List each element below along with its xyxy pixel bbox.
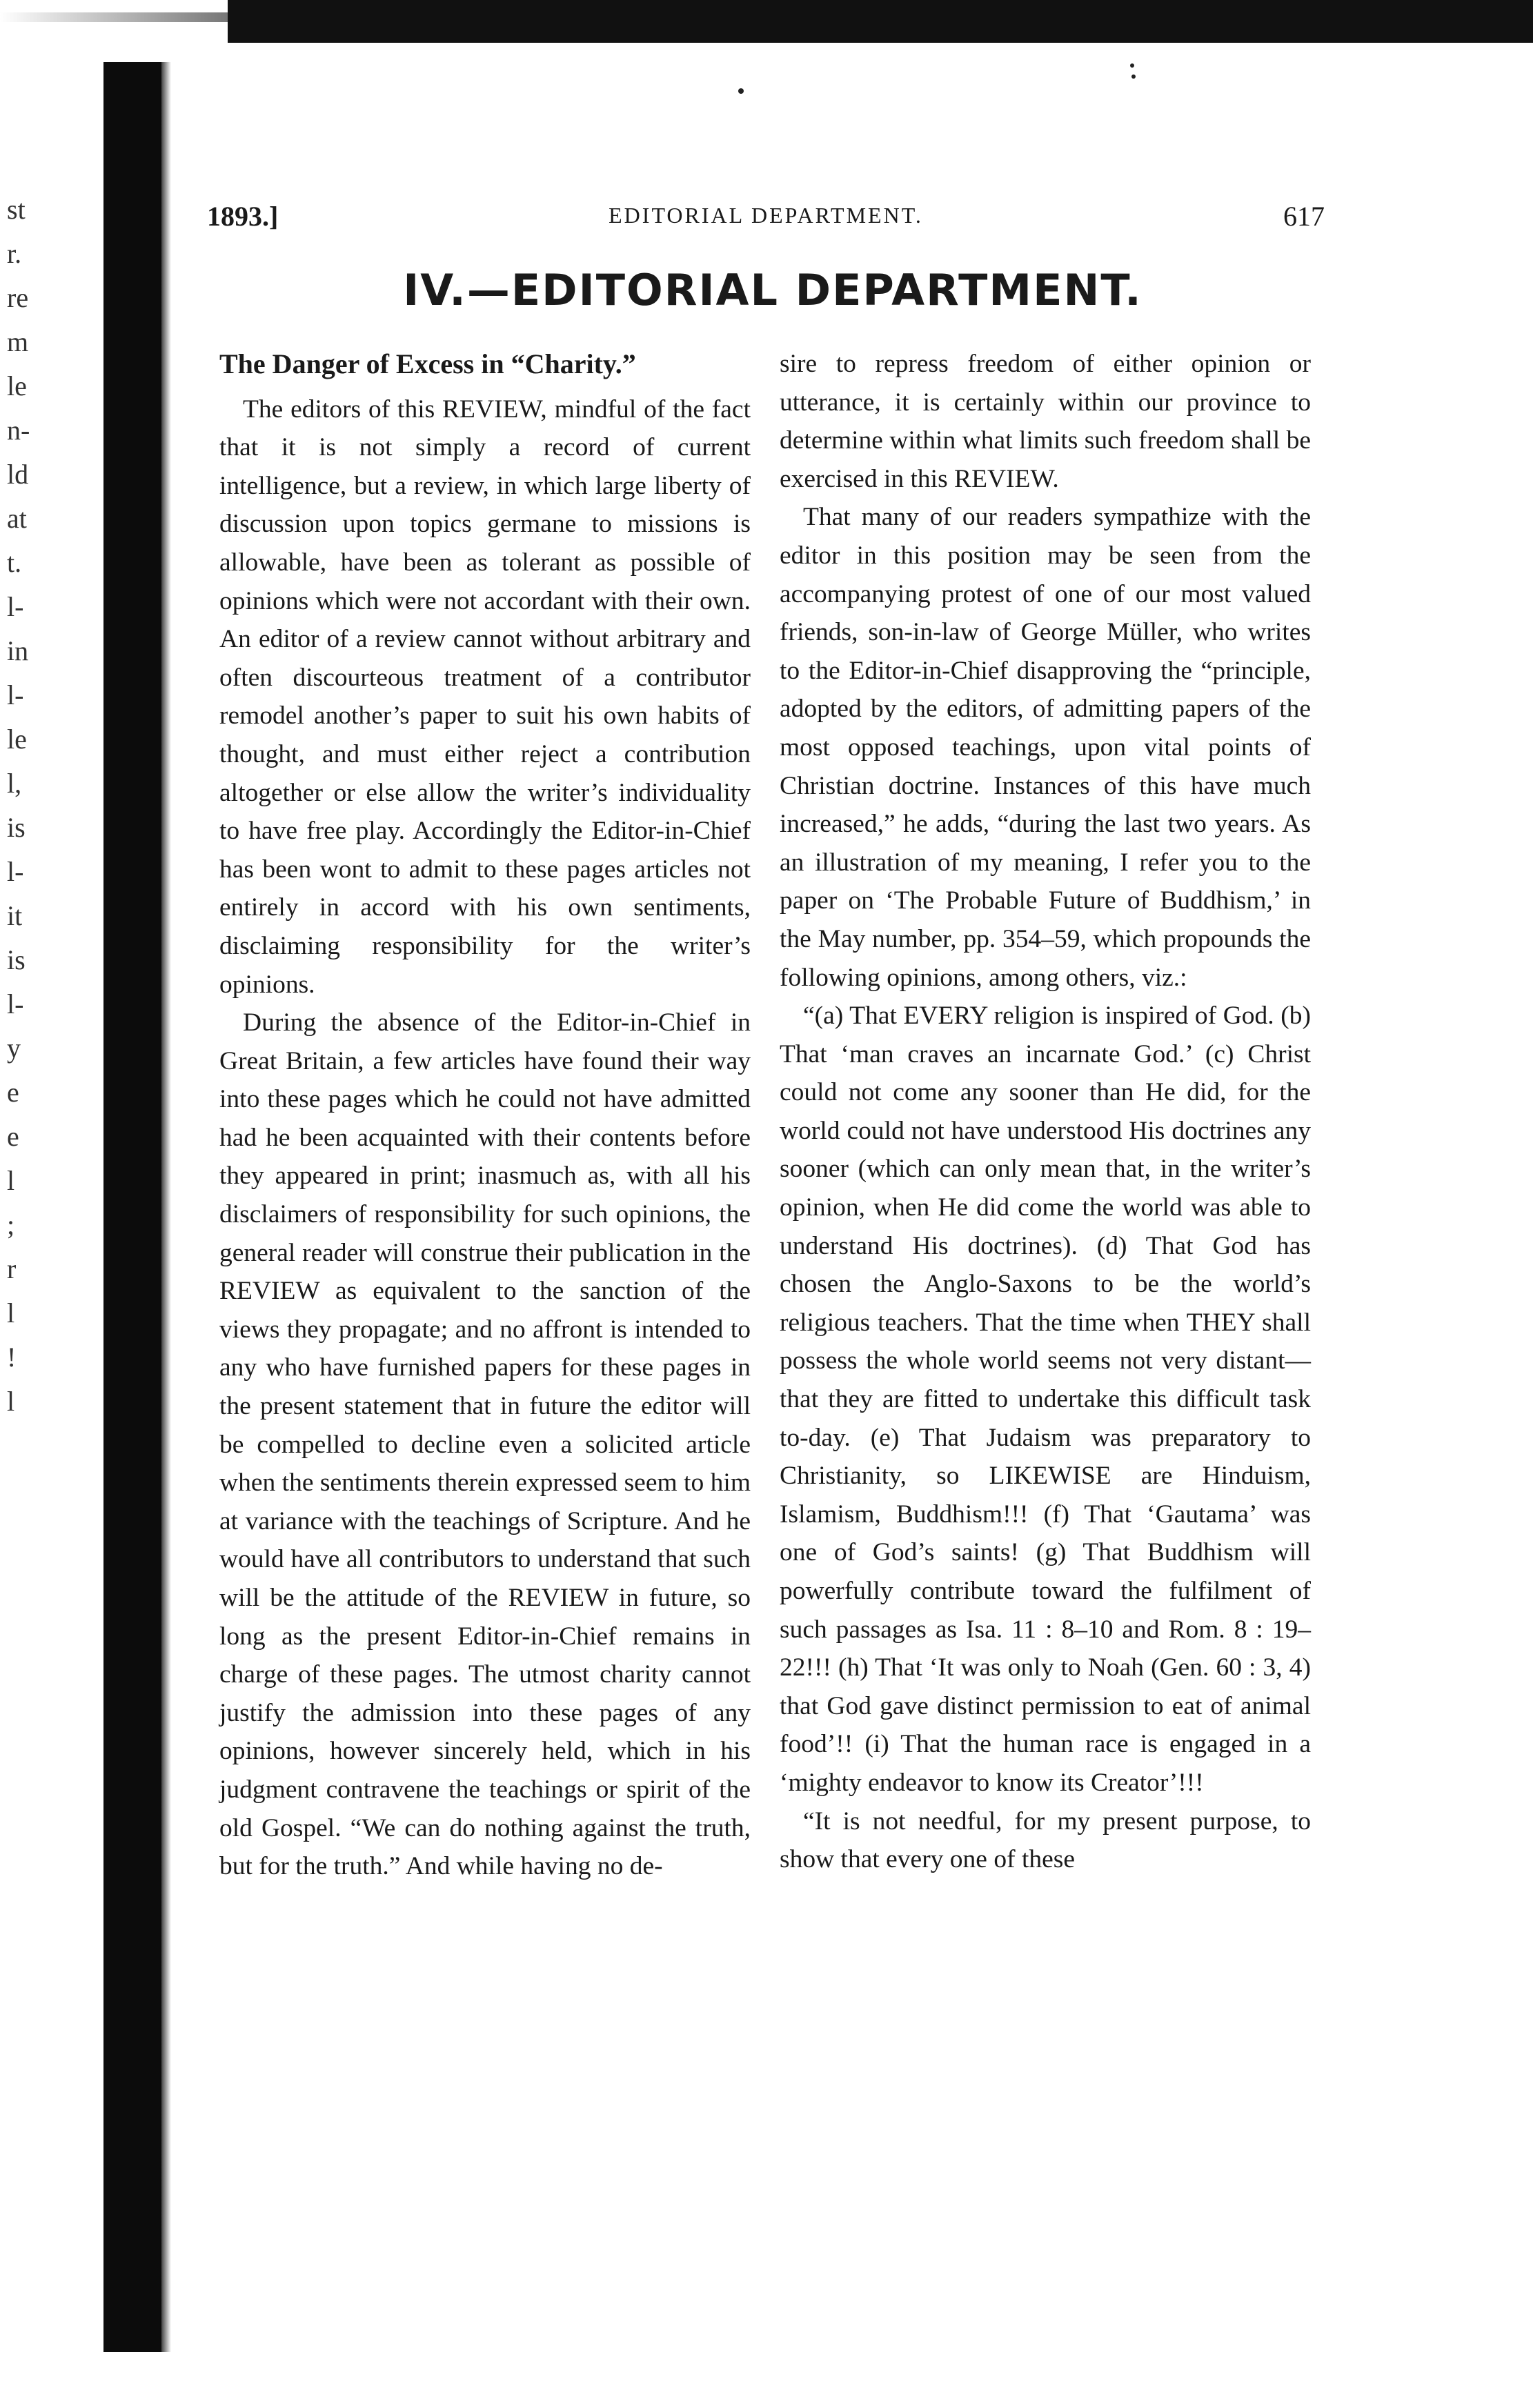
article-paragraph: That many of our readers sympathize with the editor in this position may be seen from the accompanying protest of one of our most valued friends, son-in-law of George Müller, who writes to the Editor-in-Chief disapproving the “principle, adopted by the editors, of admitting papers of the most opposed teachings, upon vital points of Christian doctrine. Instances of this have much increased,” he adds, “during the last two years. As an illustration of my meaning, I refer you to the paper on ‘The Probable Future of Buddhism,’ in the May number, pp. 354–59, which propounds the following opinions, among others, viz.: bbox=[780, 503, 1311, 992]
margin-fragment: y bbox=[7, 1033, 21, 1064]
margin-fragment: in bbox=[7, 635, 29, 666]
article-paragraph-continued: sire to repress freedom of either opinion or utterance, it is certainly within our province to determine within what limits such freedom shall be exercised in this REVIEW. bbox=[780, 350, 1311, 493]
running-head bbox=[207, 200, 1325, 241]
margin-fragment: l- bbox=[7, 856, 24, 887]
margin-fragment: is bbox=[7, 944, 26, 975]
margin-fragment: ; bbox=[7, 1209, 15, 1240]
margin-fragment: l bbox=[7, 1165, 15, 1196]
column-left bbox=[219, 345, 751, 1886]
running-head-year: 1893.] bbox=[207, 201, 279, 232]
margin-fragment: at bbox=[7, 503, 27, 534]
margin-fragment: le bbox=[7, 370, 27, 401]
scan-speck bbox=[1131, 74, 1136, 79]
scan-top-edge-taper bbox=[0, 12, 228, 22]
margin-fragment: t. bbox=[7, 547, 22, 578]
running-head-title: EDITORIAL DEPARTMENT. bbox=[609, 203, 923, 228]
scan-speck bbox=[1130, 63, 1134, 68]
scan-speck bbox=[738, 88, 744, 94]
article-paragraph: “It is not needful, for my present purpose, to show that every one of these bbox=[780, 1807, 1311, 1874]
article-paragraph-quoted-list: “(a) That EVERY religion is inspired of God. (b) That ‘man craves an incarnate God.’ (c) Christ could not come any sooner than He did, for the world could not have understood His doctrines any sooner (which can only mean that, in the writer’s opinion, when He did come the world was able to understand His doctrines). (d) That God has chosen the Anglo-Saxons to be the world’s religious teachers. That the time when THEY shall possess the whole world seems not very distant—that they are fitted to undertake this difficult task to-day. (e) That Judaism was preparatory to Christianity, so LIKEWISE are Hinduism, Islamism, Buddhism!!! (f) That ‘Gautama’ was one of God’s saints! (g) That Buddhism will powerfully contribute toward the fulfilment of such passages as Isa. 11 : 8–10 and Rom. 8 : 19–22!!! (h) That ‘It was only to Noah (Gen. 60 : 3, 4) that God gave distinct permission to eat of animal food’!! (i) That the human race is engaged in a ‘mighty endeavor to know its Creator’!!! bbox=[780, 1002, 1311, 1797]
column-right bbox=[780, 345, 1311, 1879]
margin-fragment: l bbox=[7, 1297, 15, 1329]
margin-fragment: r. bbox=[7, 238, 22, 269]
adjacent-page-fragments bbox=[0, 193, 97, 2400]
department-title: IV.—EDITORIAL DEPARTMENT. bbox=[403, 265, 1143, 315]
margin-fragment: e bbox=[7, 1077, 19, 1108]
margin-fragment: it bbox=[7, 900, 23, 931]
article-paragraph: The editors of this REVIEW, mindful of the fact that it is not simply a record of current intelligence, but a review, in which large liberty of discussion upon topics germane to missions is allowable, have been as tolerant as possible of opinions which were not accordant with their own. An editor of a review cannot without arbitrary and often discourteous treatment of a contributor remodel another’s paper to suit his own habits of thought, and must either reject a contribution altogether or else allow the writer’s individuality to have free play. Accordingly the Editor-in-Chief has been wont to admit to these pages articles not entirely in accord with his own sentiments, disclaiming responsibility for the writer’s opinions. bbox=[219, 395, 751, 999]
margin-fragment: le bbox=[7, 724, 27, 755]
book-spine-shadow bbox=[103, 62, 161, 2352]
margin-fragment: r bbox=[7, 1253, 17, 1284]
margin-fragment: n- bbox=[7, 415, 30, 446]
margin-fragment: l- bbox=[7, 679, 24, 710]
margin-fragment: m bbox=[7, 326, 29, 357]
margin-fragment: l bbox=[7, 1386, 15, 1417]
margin-fragment: l- bbox=[7, 591, 24, 622]
margin-fragment: is bbox=[7, 812, 26, 843]
page-number: 617 bbox=[1283, 201, 1325, 232]
article-paragraph: During the absence of the Editor-in-Chief in Great Britain, a few articles have found their way into these pages which he could not have admitted had he been acquainted with their contents before they appeared in print; inasmuch as, with all his disclaimers of responsibility for such opinions, the general reader will construe their publication in the REVIEW as equivalent to the sanction of the views they propagate; and no affront is intended to any who have furnished papers for these pages in the present statement that in future the editor will be compelled to decline even a solicited article when the sentiments therein expressed seem to him at variance with the teachings of Scripture. And he would have all contributors to understand that such will be the attitude of the REVIEW in future, so long as the present Editor-in-Chief remains in charge of these pages. The utmost charity cannot justify the admission into these pages of any opinions, however sincerely held, which in his judgment contravene the teachings or spirit of the old Gospel. “We can do nothing against the truth, but for the truth.” And while having no de- bbox=[219, 1008, 751, 1881]
margin-fragment: l, bbox=[7, 768, 22, 799]
margin-fragment: re bbox=[7, 282, 29, 313]
margin-fragment: e bbox=[7, 1121, 19, 1152]
scan-top-edge bbox=[228, 0, 1533, 43]
margin-fragment: l- bbox=[7, 988, 24, 1019]
margin-fragment: ! bbox=[7, 1342, 17, 1373]
margin-fragment: st bbox=[7, 194, 26, 225]
book-spine-fade bbox=[161, 62, 171, 2352]
margin-fragment: ld bbox=[7, 459, 29, 490]
article-heading: The Danger of Excess in “Charity.” bbox=[219, 348, 636, 379]
